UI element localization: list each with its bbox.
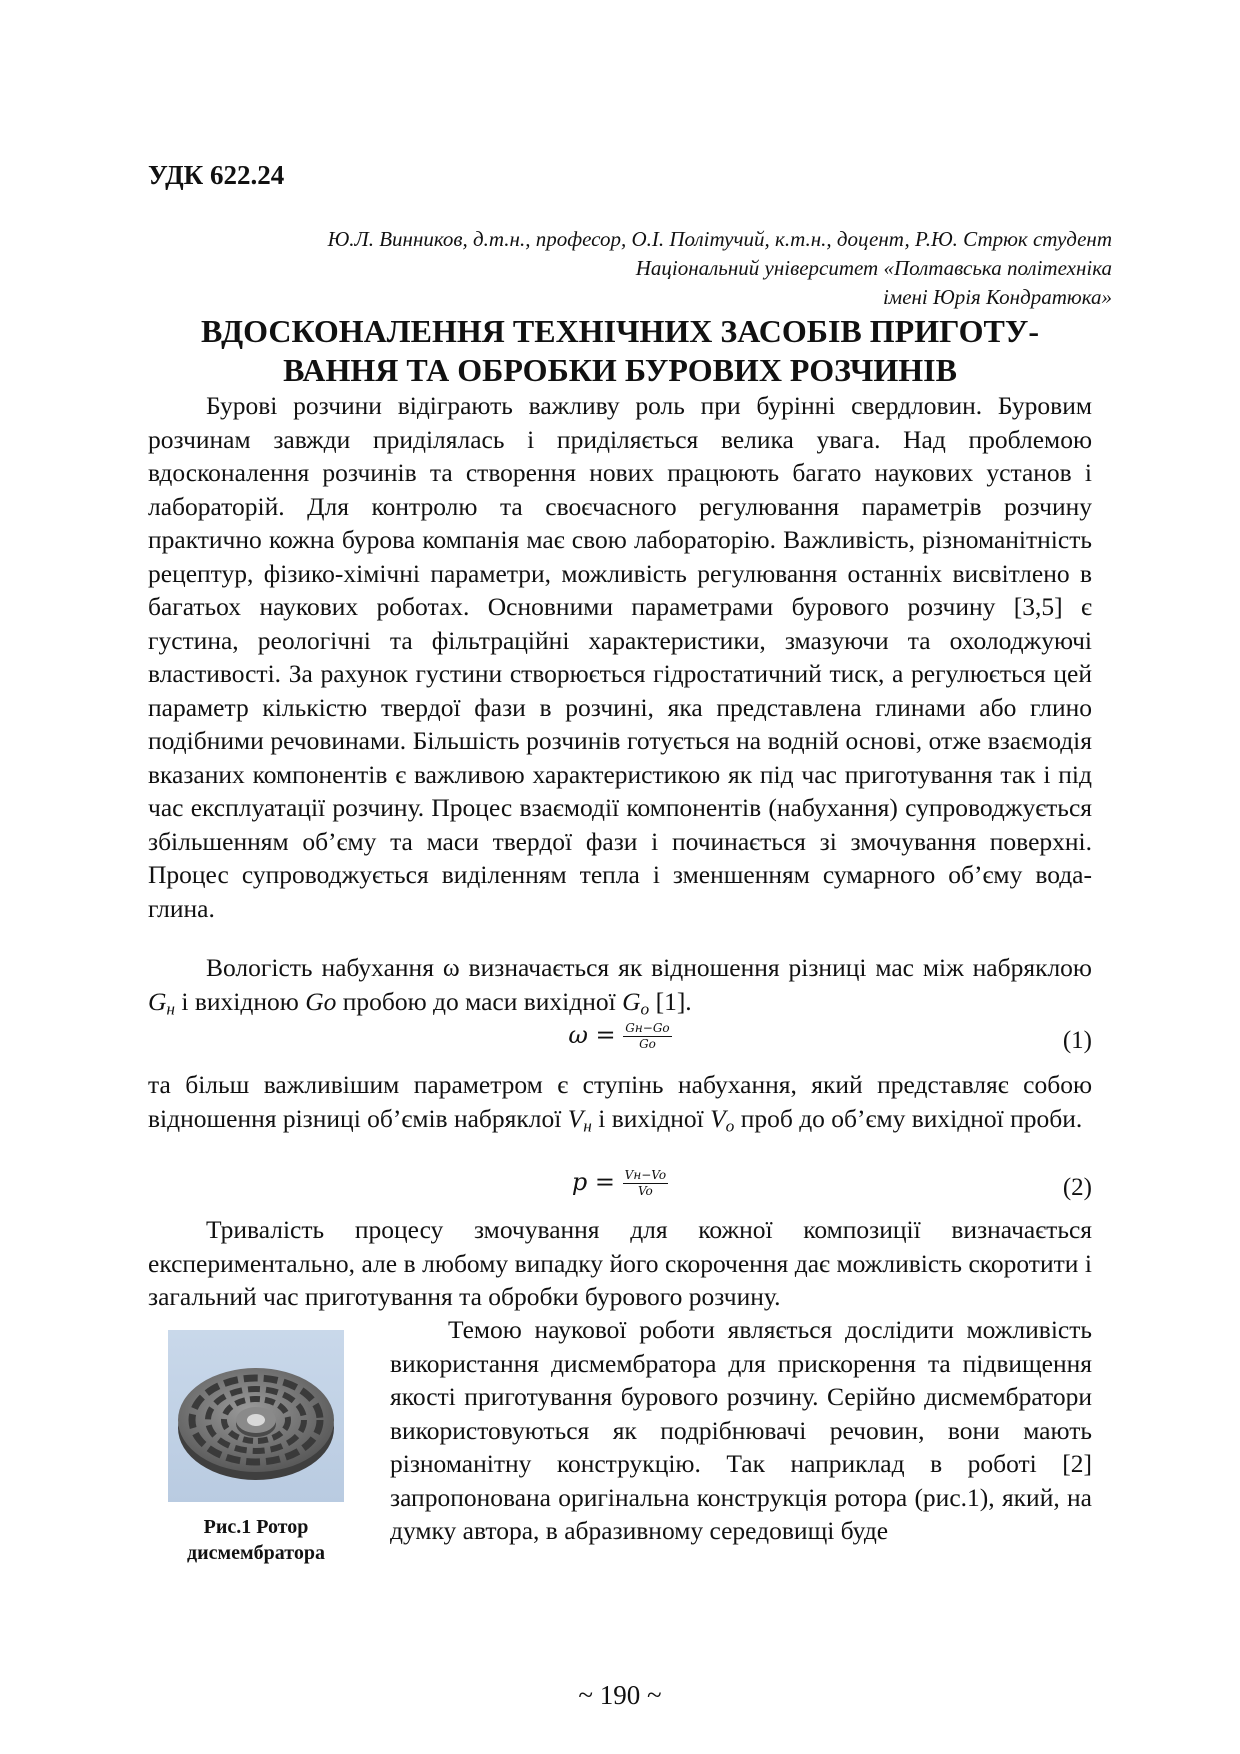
title-line-2: ВАННЯ ТА ОБРОБКИ БУРОВИХ РОЗЧИНІВ <box>283 352 957 388</box>
formula-1 <box>148 1019 1092 1063</box>
var-vh-sub: н <box>583 1115 592 1135</box>
p3-text-c: проб до об’єму вихідної проби. <box>734 1103 1083 1133</box>
paragraph-4-text: Тривалість процесу змочування для кожної композиції визначається експериментально, але в любому випадку його скорочення дає можливість скоротити і загальний час приготування та обробки бурового розчину. <box>148 1215 1092 1311</box>
var-gh-sub: н <box>166 998 176 1018</box>
figure-caption-line-1: Рис.1 Ротор <box>203 1516 309 1538</box>
rotor-figure-image <box>168 1330 344 1502</box>
p2-text-b: і вихідною <box>175 986 306 1016</box>
formula-1-lhs: ω = <box>568 1021 616 1049</box>
rotor-illustration <box>168 1330 344 1502</box>
var-go-2-sub: o <box>640 998 650 1018</box>
formula-2-fraction <box>623 1168 668 1199</box>
var-go-1: Go <box>305 986 337 1016</box>
authors-line: Ю.Л. Винников, д.т.н., професор, О.І. Політучий, к.т.н., доцент, Р.Ю. Стрюк студент <box>327 227 1112 251</box>
var-vo-sub: o <box>725 1115 735 1135</box>
p3-text-a: та більш важливішим параметром є ступінь набухання, який представляє собою відношення різниці об’ємів набряклої <box>148 1070 1092 1133</box>
var-vo: V <box>710 1103 726 1133</box>
paragraph-4 <box>148 1213 1092 1314</box>
article-title <box>148 312 1092 390</box>
p3-text-b: і вихідної <box>591 1103 711 1133</box>
figure-caption-line-2: дисмембратора <box>187 1542 325 1564</box>
paragraph-2 <box>148 951 1092 1025</box>
paragraph-1 <box>148 389 1092 925</box>
paragraph-5-text: Темою наукової роботи являється дослідити можливість використання дисмембратора для прискорення та підвищення якості приготування бурового розчину. Серійно дисмембратори використовуються як подрібнювачі речовин, вони мають різноманітну конструкцію. Так наприклад в роботі [2] запропонована оригінальна конструкція ротора (рис.1), який, на думку автора, в абразивному середовищі буде <box>390 1315 1092 1545</box>
formula-2-numerator: Vн−Vo <box>624 1168 667 1182</box>
var-gh: G <box>148 986 167 1016</box>
p2-text-c: пробою до маси вихідної <box>336 986 623 1016</box>
paragraph-5 <box>390 1313 1092 1548</box>
affiliation-line-2: імені Юрія Кондратюка» <box>882 285 1112 309</box>
formula-1-fraction <box>623 1021 671 1052</box>
paragraph-1-text: Бурові розчини відіграють важливу роль при бурінні свердловин. Буровим розчинам завжди приділялась і приділяється велика увага. Над проблемою вдосконалення розчинів та створення нових працюють багато наукових установ і лабораторій. Для контролю та своєчасного регулювання параметрів розчину практично кожна бурова компанія має свою лабораторію. Важливість, різноманітність рецептур, фізико-хімічні параметри, можливість регулювання останніх висвітлено в багатьох наукових роботах. Основними параметрами бурового розчину [3,5] є густина, реологічні та фільтраційні характеристики, змазуючи та охолоджуючі властивості. За рахунок густини створюється гідростатичний тиск, а регулюється цей параметр кількістю твердої фази в розчині, яка представлена глинами або глино подібними речовинами. Більшість розчинів готується на водній основі, отже взаємодія вказаних компонентів є важливою характеристикою як під час приготування так і під час експлуатації розчину. Процес взаємодії компонентів (набухання) супроводжується збільшенням об’єму та маси твердої фази і починається зі змочування поверхні. Процес супроводжується виділенням тепла і зменшенням сумарного об’єму вода-глина. <box>148 391 1092 923</box>
formula-2-lhs: p = <box>571 1168 616 1196</box>
formula-2 <box>148 1166 1092 1210</box>
formula-1-number: (1) <box>1062 1027 1092 1054</box>
figure-caption <box>148 1514 364 1566</box>
udk-code: УДК 622.24 <box>148 160 285 190</box>
var-go-2: G <box>622 986 641 1016</box>
var-vh: V <box>567 1103 584 1133</box>
p2-text-d: [1]. <box>649 986 692 1016</box>
formula-1-denominator: Go <box>639 1037 656 1051</box>
paragraph-3 <box>148 1068 1092 1142</box>
title-line-1: ВДОСКОНАЛЕННЯ ТЕХНІЧНИХ ЗАСОБІВ ПРИГОТУ- <box>200 313 1040 349</box>
formula-2-denominator: Vo <box>637 1184 653 1198</box>
formula-1-numerator: Gн−Go <box>625 1021 670 1035</box>
authors-block <box>112 225 1112 312</box>
formula-2-number: (2) <box>1062 1174 1092 1201</box>
p2-text-a: Вологість набухання ω визначається як відношення різниці мас між набряклою <box>206 953 1092 982</box>
page-number: ~ 190 ~ <box>578 1680 662 1710</box>
affiliation-line-1: Національний університет «Полтавська політехніка <box>635 256 1112 280</box>
